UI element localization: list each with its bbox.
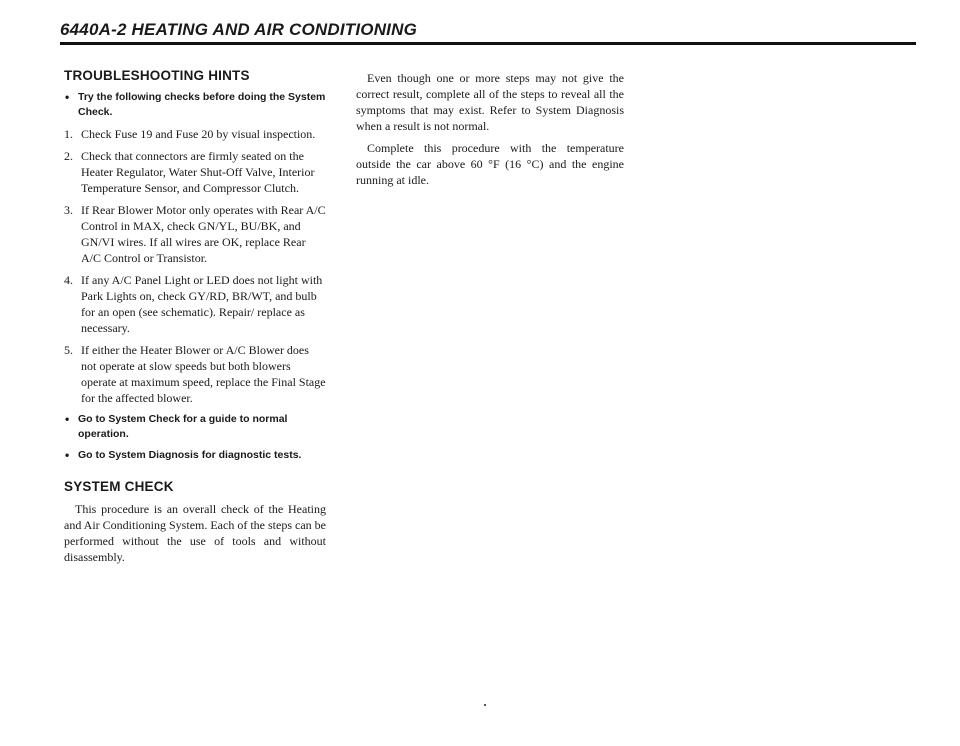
right-paragraph-1: Even though one or more steps may not give the correct result, complete all of the steps to reveal all the symptoms that may exist. Refer to System Diagnosis when a result is not normal. [356,71,624,133]
step-text: If Rear Blower Motor only operates with Rear A/C Control in MAX, check GN/YL, BU/BK, and GN/VI wires. If all wires are OK, replace Rear A/C Control or Transistor. [81,203,326,265]
end-bullet-system-diagnosis [64,448,326,463]
step-number: 1. [64,127,73,141]
step-text: If any A/C Panel Light or LED does not light with Park Lights on, check GY/RD, BR/WT, and bulb for an open (see schematic). Repair/ replace as necessary. [81,273,323,335]
step-number: 4. [64,273,73,287]
troubleshooting-heading: TROUBLESHOOTING HINTS [64,68,250,83]
end-bullet-system-check [64,412,326,442]
page-header [60,20,916,45]
right-paragraph-2: Complete this procedure with the temperature outside the car above 60 °F (16 °C) and the engine running at idle. [356,141,624,187]
header-rule [60,42,916,45]
step-number: 2. [64,149,73,163]
intro-bullet [64,90,326,120]
step-number: 5. [64,343,73,357]
system-check-heading: SYSTEM CHECK [64,479,174,494]
bullet-icon: • [65,412,70,426]
system-check-paragraph: This procedure is an overall check of the Heating and Air Conditioning System. Each of the steps can be performed without the use of tools and without disassembly. [64,502,326,564]
step-text: Check Fuse 19 and Fuse 20 by visual inspection. [81,127,316,141]
scan-dot [484,704,486,706]
step-3 [64,202,326,266]
step-1 [64,126,326,142]
right-column [356,70,624,194]
step-text: If either the Heater Blower or A/C Blower does not operate at slow speeds but both blowers operate at maximum speed, replace the Final Stage for the affected blower. [81,343,326,405]
end-bullet-text: Go to System Diagnosis for diagnostic tests. [78,449,302,461]
step-number: 3. [64,203,73,217]
intro-bullet-text: Try the following checks before doing the System Check. [78,91,326,118]
bullet-icon: • [65,90,70,104]
left-column [64,68,326,571]
step-4 [64,272,326,336]
bullet-icon: • [65,448,70,462]
step-5 [64,342,326,406]
step-text: Check that connectors are firmly seated on the Heater Regulator, Water Shut-Off Valve, Interior Temperature Sensor, and Compressor Clutch. [81,149,315,195]
end-bullet-text: Go to System Check for a guide to normal operation. [78,413,288,440]
step-2 [64,148,326,196]
page-title: 6440A-2 HEATING AND AIR CONDITIONING [60,20,417,39]
section-spacer [64,469,326,479]
